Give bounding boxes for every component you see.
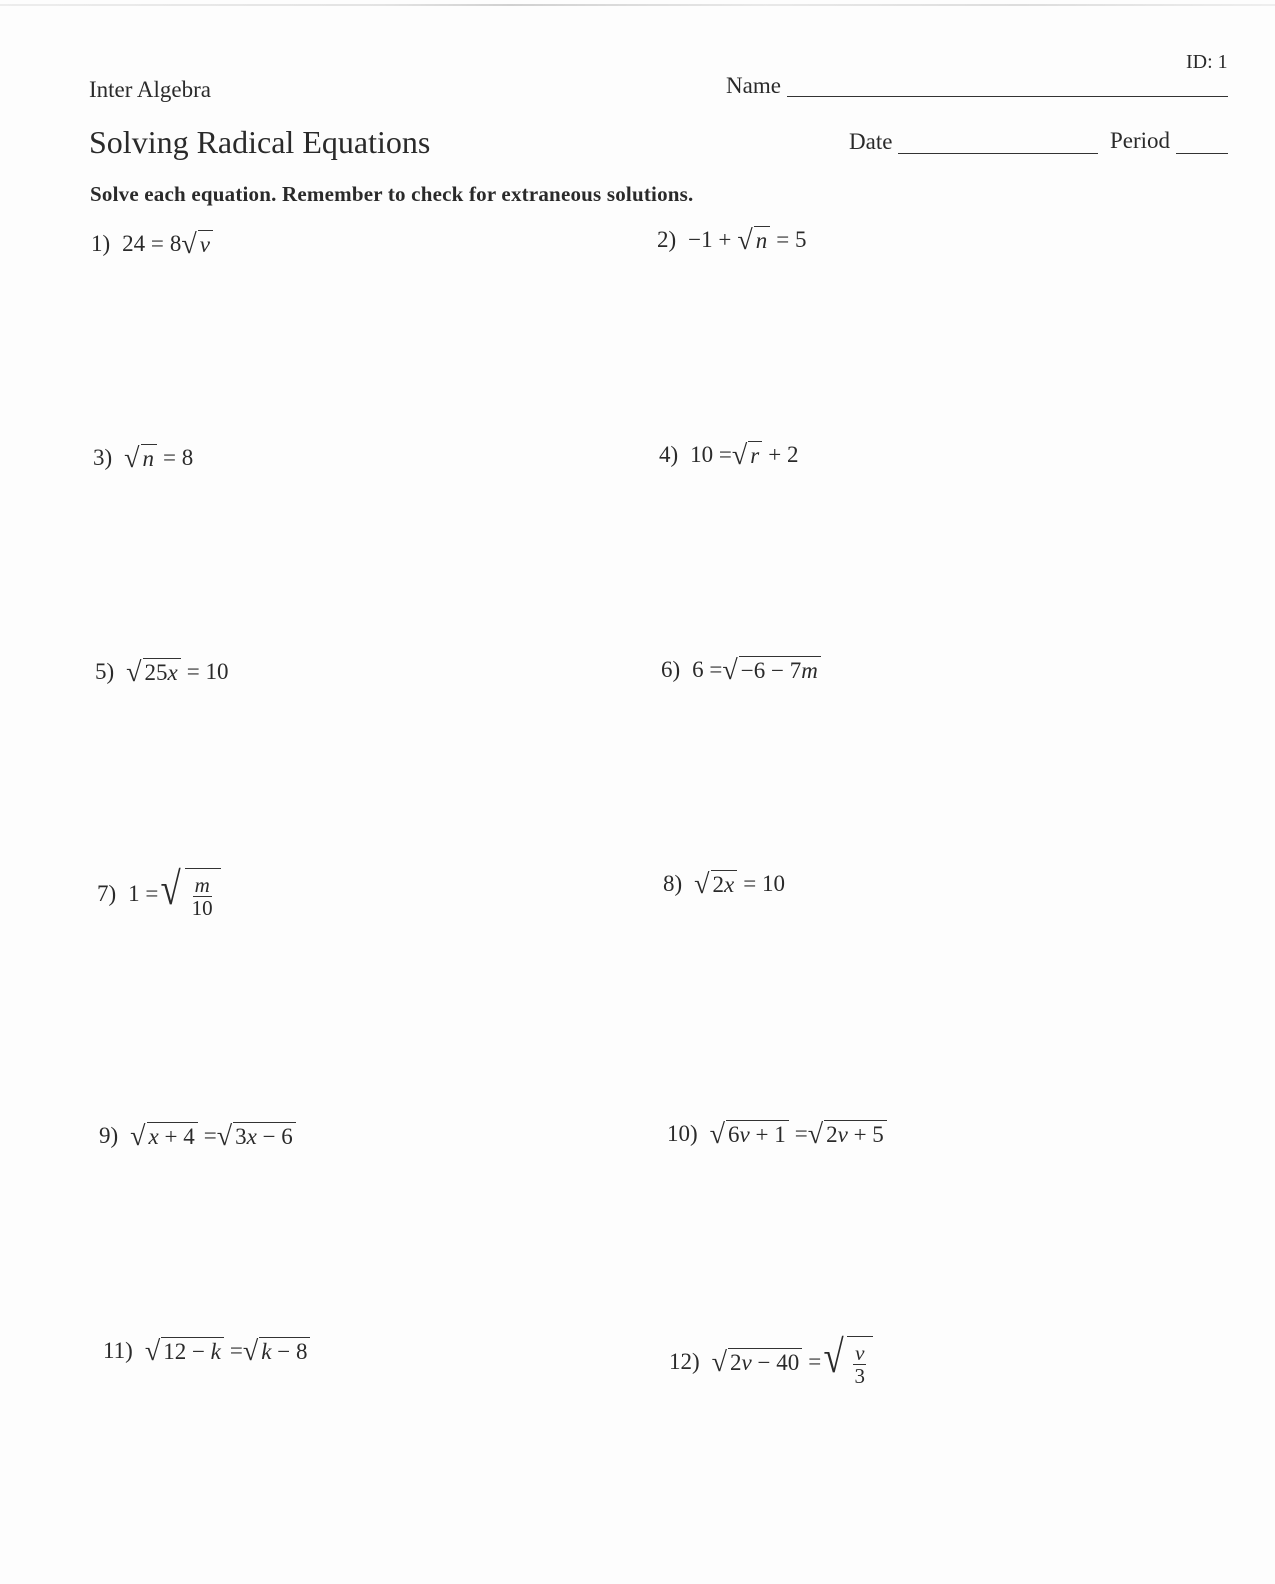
equation: √ 2v − 40 = √ $\frac{v}{3}$ <box>712 1336 873 1387</box>
radical-sign-icon: √ <box>181 229 197 260</box>
problem-number: 5) <box>95 659 115 684</box>
radical: √ n <box>737 226 770 254</box>
equation: √ n = 8 <box>124 443 194 474</box>
radical: √ 2v + 5 <box>808 1120 887 1148</box>
name-field-line[interactable] <box>787 96 1228 97</box>
problem-5 <box>95 658 229 686</box>
problem-number: 8) <box>663 871 683 896</box>
problem-12 <box>669 1331 873 1389</box>
date-label: Date <box>849 129 893 154</box>
radical-sign-icon: √ <box>124 443 140 474</box>
problem-number: 10) <box>667 1121 698 1146</box>
period-label: Period <box>1110 128 1171 153</box>
radical-sign-icon: √ <box>709 1119 726 1150</box>
problem-number: 12) <box>669 1348 700 1374</box>
radical-sign-icon: √ <box>711 1346 728 1378</box>
radical-sign-icon: √ <box>731 440 748 471</box>
equation: 10 = √ r + 2 <box>690 440 799 471</box>
problem-11 <box>103 1337 310 1365</box>
coefficient: 8 <box>169 231 182 256</box>
period-field-line[interactable] <box>1176 153 1228 154</box>
radical-sign-icon: √ <box>144 1336 161 1367</box>
equation: √ x + 4 = √ 3x − 6 <box>130 1122 296 1150</box>
problem-7 <box>97 863 221 921</box>
radical: √ 6v + 1 <box>710 1120 789 1148</box>
radical: √ 3x − 6 <box>217 1122 296 1150</box>
radical: √ n <box>124 444 157 472</box>
problem-1 <box>91 230 213 258</box>
radical-sign-icon: √ <box>807 1119 824 1150</box>
problem-number: 9) <box>99 1123 119 1148</box>
radical-sign-icon: √ <box>130 1121 146 1152</box>
radical: √ 2x <box>694 870 737 898</box>
problem-6 <box>661 656 821 684</box>
problem-number: 6) <box>661 657 681 682</box>
problem-number: 2) <box>657 227 677 252</box>
problem-number: 11) <box>103 1338 133 1363</box>
radical: √ r <box>732 441 762 469</box>
equation: √ 6v + 1 = √ 2v + 5 <box>710 1120 887 1148</box>
worksheet-title: Solving Radical Equations <box>89 124 431 160</box>
problem-10 <box>667 1120 887 1148</box>
radical: √ 2v − 40 <box>712 1348 803 1376</box>
equation: 1 = √ $\frac{m}{10}$ <box>128 868 220 919</box>
equation <box>122 230 213 258</box>
problem-number: 7) <box>97 880 117 906</box>
problem-2 <box>657 226 806 254</box>
scan-edge <box>0 4 1275 6</box>
radical-sign-icon: √ <box>126 657 142 688</box>
date-field-line[interactable] <box>898 153 1098 154</box>
equation: 6 = √ −6 − 7m <box>692 656 821 684</box>
radical <box>158 863 220 921</box>
radical: √ 12 − k <box>145 1337 224 1365</box>
radical-sign-icon: √ <box>160 863 182 914</box>
equation: −1 + √ n = 5 <box>688 225 807 256</box>
problem-4 <box>659 441 798 469</box>
radical: √ x + 4 <box>130 1122 198 1150</box>
problem-3 <box>93 444 193 472</box>
radical-sign-icon: √ <box>737 225 753 256</box>
problem-number: 4) <box>659 442 679 467</box>
equation: √ 25x = 10 <box>126 657 229 688</box>
radical-sign-icon: √ <box>823 1331 844 1382</box>
problem-8 <box>663 870 785 898</box>
radical-sign-icon: √ <box>722 655 738 686</box>
radical-sign-icon: √ <box>216 1121 233 1152</box>
radical: √ v <box>181 230 213 258</box>
problem-number: 1) <box>91 231 111 256</box>
worksheet-id: ID: 1 <box>1186 51 1228 73</box>
radical-sign-icon: √ <box>242 1336 259 1367</box>
fraction: $\frac{m}{10}$ <box>191 873 213 921</box>
equation: √ 12 − k = √ k − 8 <box>145 1337 311 1365</box>
radical <box>821 1331 873 1389</box>
radical-sign-icon: √ <box>694 869 710 900</box>
radical: √ k − 8 <box>243 1337 311 1365</box>
lhs: 24 = <box>122 231 164 256</box>
problem-number: 3) <box>93 445 113 470</box>
radical: √ −6 − 7m <box>722 656 820 684</box>
fraction: $\frac{v}{3}$ <box>854 1341 865 1389</box>
instructions: Solve each equation. Remember to check for extraneous solutions. <box>90 182 694 206</box>
problem-9 <box>99 1122 296 1150</box>
name-label: Name <box>726 73 781 98</box>
equation: √ 2x = 10 <box>694 869 785 900</box>
course-name: Inter Algebra <box>89 77 211 102</box>
radical: √ 25x <box>126 658 181 686</box>
